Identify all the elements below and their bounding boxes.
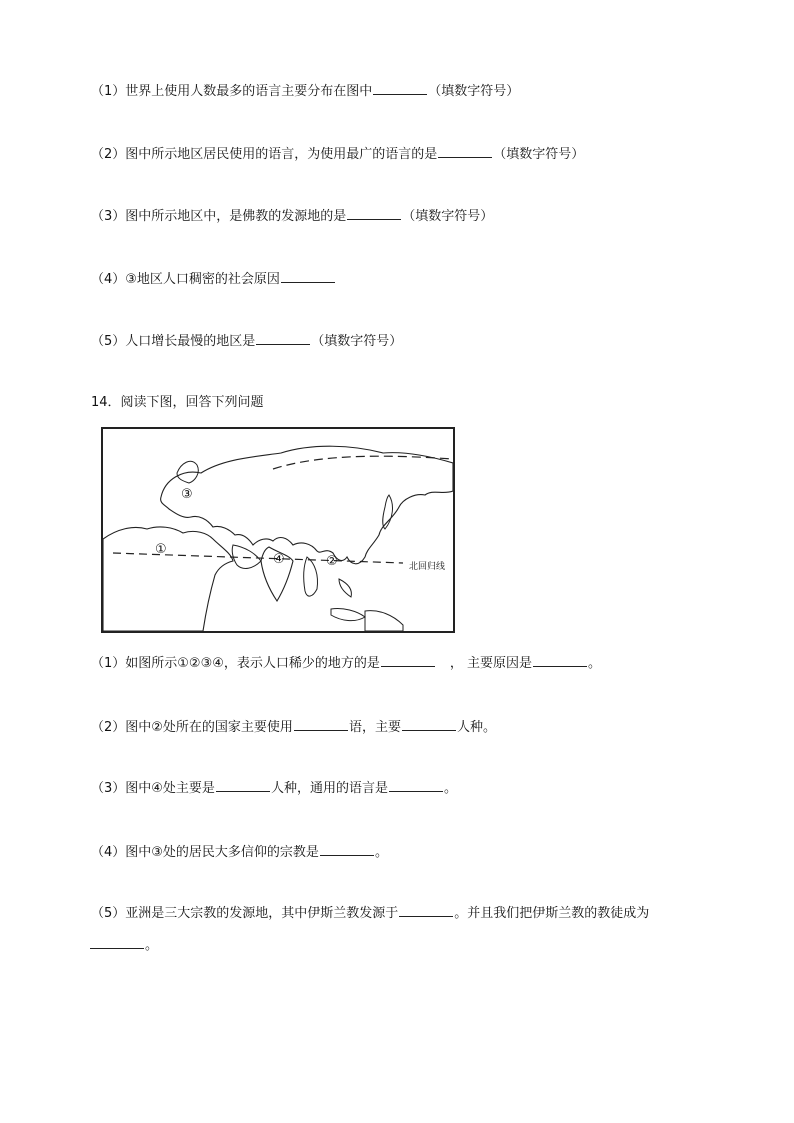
answer-blank[interactable] xyxy=(294,718,348,731)
answer-blank[interactable] xyxy=(256,332,310,345)
philippines-outline xyxy=(339,579,351,597)
new-guinea-outline xyxy=(365,611,403,631)
marker-2: ② xyxy=(326,554,338,569)
japan-outline xyxy=(383,495,393,529)
q14-item-4-text: （4）图中③处的居民大多信仰的宗教是 xyxy=(91,845,319,860)
q14-item-4 xyxy=(91,843,388,862)
q13-item-5 xyxy=(91,332,402,351)
q14-item-5-end: 。 xyxy=(145,938,159,953)
q14-item-5-continued xyxy=(89,936,158,955)
answer-blank[interactable] xyxy=(90,936,144,949)
answer-blank[interactable] xyxy=(438,145,492,158)
q14-item-1-text: （1）如图所示①②③④，表示人口稀少的地方的是 xyxy=(91,656,380,671)
q14-item-3-end: 。 xyxy=(443,781,457,796)
q13-item-5-text: （5）人口增长最慢的地区是 xyxy=(91,334,256,349)
marker-4: ④ xyxy=(273,552,285,567)
q14-item-3 xyxy=(91,779,457,798)
answer-blank[interactable] xyxy=(389,779,443,792)
answer-blank[interactable] xyxy=(399,904,453,917)
q14-item-4-end: 。 xyxy=(374,845,388,860)
q13-item-3 xyxy=(91,207,493,226)
q14-item-2-text: （2）图中②处所在的国家主要使用 xyxy=(91,720,293,735)
indochina-outline xyxy=(304,557,318,596)
answer-blank[interactable] xyxy=(320,843,374,856)
tropic-label: 北回归线 xyxy=(409,562,446,572)
question-title: 14．阅读下图，回答下列问题 xyxy=(91,395,264,410)
q13-item-3-suffix: （填数字符号） xyxy=(402,209,494,224)
borneo-outline xyxy=(331,608,365,620)
q13-item-3-text: （3）图中所示地区中，是佛教的发源地的是 xyxy=(91,209,347,224)
answer-blank[interactable] xyxy=(373,82,427,95)
q14-item-1-mid: ， 主要原因是 xyxy=(449,656,533,671)
q13-item-2 xyxy=(91,145,584,164)
q14-item-2 xyxy=(91,718,496,737)
q13-item-4-text: （4）③地区人口稠密的社会原因 xyxy=(91,272,280,287)
q14-item-1 xyxy=(91,654,601,673)
q14-item-2-end: 人种。 xyxy=(456,720,496,735)
answer-blank[interactable] xyxy=(533,654,587,667)
q13-item-1-suffix: （填数字符号） xyxy=(428,84,520,99)
arctic-circle-line xyxy=(273,456,453,469)
q14-item-5-mid: 。并且我们把伊斯兰教的教徒成为 xyxy=(454,906,650,921)
answer-blank[interactable] xyxy=(347,207,401,220)
q14-item-2-mid: 语，主要 xyxy=(348,720,401,735)
q13-item-2-suffix: （填数字符号） xyxy=(493,147,585,162)
map-svg xyxy=(103,429,453,631)
q13-item-1-text: （1）世界上使用人数最多的语言主要分布在图中 xyxy=(91,84,373,99)
q13-item-5-suffix: （填数字符号） xyxy=(311,334,403,349)
eurasia-outline xyxy=(161,446,453,564)
q14-item-5 xyxy=(91,904,649,923)
q14-item-3-text: （3）图中④处主要是 xyxy=(91,781,215,796)
answer-blank[interactable] xyxy=(216,779,270,792)
q14-item-5-text: （5）亚洲是三大宗教的发源地，其中伊斯兰教发源于 xyxy=(91,906,399,921)
q13-item-2-text: （2）图中所示地区居民使用的语言，为使用最广的语言的是 xyxy=(91,147,438,162)
q14-item-1-end: 。 xyxy=(588,656,602,671)
answer-blank[interactable] xyxy=(281,270,335,283)
q13-item-1 xyxy=(91,82,519,101)
marker-1: ① xyxy=(155,542,167,557)
q14-item-3-mid: 人种，通用的语言是 xyxy=(270,781,388,796)
q13-item-4 xyxy=(91,270,336,289)
answer-blank[interactable] xyxy=(381,654,435,667)
africa-outline xyxy=(103,527,233,631)
answer-blank[interactable] xyxy=(402,718,456,731)
world-map-figure xyxy=(101,427,455,633)
marker-3: ③ xyxy=(181,487,193,502)
